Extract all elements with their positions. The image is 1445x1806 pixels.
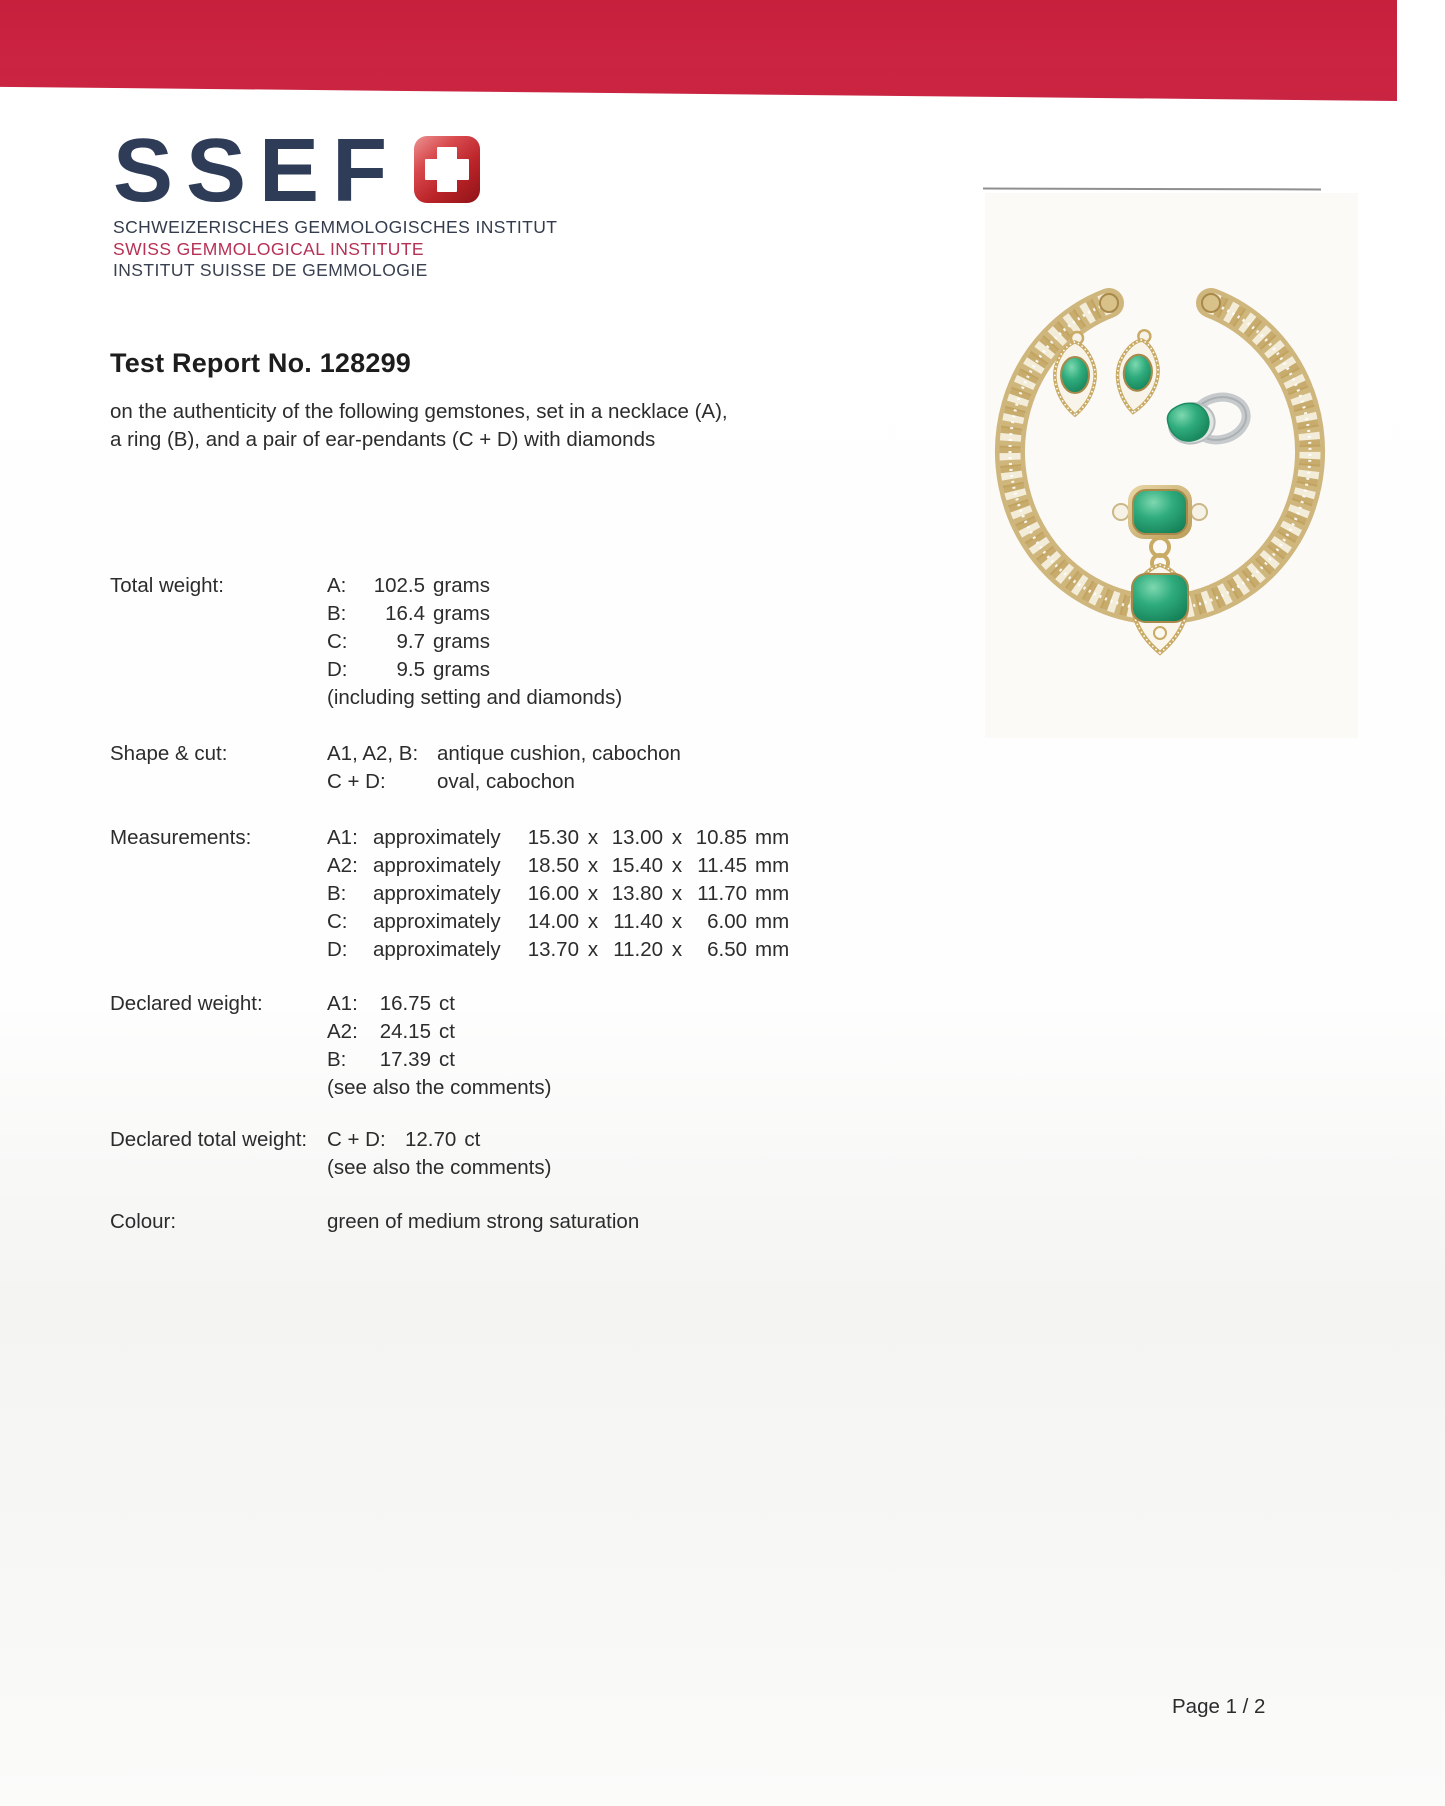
approx-label: approximately bbox=[373, 882, 501, 905]
item-unit: mm bbox=[755, 854, 790, 877]
declared-total-weight-note: (see also the comments) bbox=[327, 1156, 552, 1179]
item-unit: grams bbox=[433, 630, 490, 653]
item-key: C + D: bbox=[327, 770, 386, 793]
dim-1: 15.30 bbox=[527, 826, 579, 849]
item-key: C + D: bbox=[327, 1128, 386, 1151]
item-key: A1: bbox=[327, 826, 358, 849]
report-title: Test Report No. 128299 bbox=[110, 348, 412, 378]
field-colour bbox=[110, 1208, 639, 1236]
approx-label: approximately bbox=[373, 938, 501, 961]
item-key: D: bbox=[327, 658, 348, 681]
ring-illustration bbox=[1164, 390, 1250, 451]
item-key: A2: bbox=[327, 854, 358, 877]
total-weight-row bbox=[327, 600, 622, 628]
item-key: C: bbox=[327, 910, 348, 933]
item-value: 12.70 bbox=[405, 1128, 457, 1151]
institute-name-french: INSTITUT SUISSE DE GEMMOLOGIE bbox=[113, 260, 428, 281]
field-label-total-weight: Total weight: bbox=[110, 574, 224, 597]
colour-value: green of medium strong saturation bbox=[327, 1210, 640, 1233]
dim-2: 15.40 bbox=[611, 854, 663, 877]
institute-names bbox=[113, 217, 557, 282]
necklace-illustration bbox=[1010, 294, 1310, 610]
top-red-banner bbox=[0, 0, 1397, 101]
shape-cut-row bbox=[327, 740, 681, 768]
field-label-measurements: Measurements: bbox=[110, 826, 252, 849]
dim-separator: x bbox=[587, 882, 599, 905]
item-key: A2: bbox=[327, 1020, 358, 1043]
institute-name-german: SCHWEIZERISCHES GEMMOLOGISCHES INSTITUT bbox=[113, 217, 558, 238]
report-intro-line2: a ring (B), and a pair of ear-pendants (C + D) with diamonds bbox=[110, 427, 656, 451]
measurement-row bbox=[327, 852, 789, 880]
item-value: 16.4 bbox=[385, 602, 425, 625]
pendant-illustration bbox=[1132, 565, 1188, 653]
field-shape-cut bbox=[110, 740, 681, 796]
dim-separator: x bbox=[671, 826, 683, 849]
field-declared-total-weight bbox=[110, 1126, 551, 1182]
declared-weight-row bbox=[327, 1018, 551, 1046]
field-values-measurements bbox=[327, 824, 789, 964]
jewelry-illustration bbox=[985, 193, 1358, 738]
dim-3: 6.50 bbox=[707, 938, 747, 961]
report-intro bbox=[110, 398, 728, 453]
item-key: A1: bbox=[327, 992, 358, 1015]
approx-label: approximately bbox=[373, 826, 501, 849]
dim-separator: x bbox=[587, 938, 599, 961]
item-unit: mm bbox=[755, 882, 790, 905]
dim-separator: x bbox=[587, 826, 599, 849]
item-key: B: bbox=[327, 602, 347, 625]
field-label-colour: Colour: bbox=[110, 1210, 177, 1233]
dim-2: 13.00 bbox=[611, 826, 663, 849]
measurement-row bbox=[327, 936, 789, 964]
report-intro-line1: on the authenticity of the following gemstones, set in a necklace (A), bbox=[110, 400, 728, 423]
dim-1: 13.70 bbox=[527, 938, 579, 961]
item-key: A1, A2, B: bbox=[327, 742, 419, 765]
photo-top-rule bbox=[983, 188, 1321, 191]
measurement-row bbox=[327, 824, 789, 852]
dim-3: 6.00 bbox=[707, 910, 747, 933]
field-label-declared-total-weight: Declared total weight: bbox=[110, 1128, 308, 1151]
dim-2: 11.20 bbox=[613, 938, 663, 961]
field-label-declared-weight: Declared weight: bbox=[110, 992, 263, 1015]
total-weight-row bbox=[327, 572, 622, 600]
item-key: C: bbox=[327, 630, 348, 653]
measurement-row bbox=[327, 880, 789, 908]
dim-separator: x bbox=[587, 854, 599, 877]
dim-separator: x bbox=[587, 910, 599, 933]
item-unit: mm bbox=[755, 910, 790, 933]
total-weight-row bbox=[327, 656, 622, 684]
item-value: 9.5 bbox=[396, 658, 425, 681]
item-unit: mm bbox=[755, 938, 790, 961]
item-unit: grams bbox=[433, 602, 490, 625]
declared-weight-row bbox=[327, 1046, 551, 1074]
shape-cut-row bbox=[327, 768, 681, 796]
item-value: oval, cabochon bbox=[437, 770, 575, 793]
field-declared-weight bbox=[110, 990, 551, 1102]
item-unit: ct bbox=[439, 1020, 455, 1043]
dim-3: 11.45 bbox=[697, 854, 747, 877]
jewelry-photo bbox=[985, 193, 1358, 738]
dim-3: 11.70 bbox=[697, 882, 747, 905]
dim-1: 14.00 bbox=[527, 910, 579, 933]
necklace-centerpiece-illustration bbox=[1113, 485, 1207, 571]
measurement-row bbox=[327, 908, 789, 936]
ssef-logo bbox=[113, 118, 557, 282]
field-values-declared-total-weight bbox=[327, 1126, 551, 1182]
field-values-total-weight bbox=[327, 572, 622, 712]
item-value: 24.15 bbox=[379, 1020, 431, 1043]
item-unit: grams bbox=[433, 658, 490, 681]
item-value: 17.39 bbox=[379, 1048, 431, 1071]
declared-weight-row bbox=[327, 990, 551, 1018]
field-values-colour bbox=[327, 1208, 639, 1236]
item-value: 9.7 bbox=[396, 630, 425, 653]
dim-2: 13.80 bbox=[611, 882, 663, 905]
field-total-weight bbox=[110, 572, 622, 712]
declared-total-weight-row bbox=[327, 1126, 551, 1154]
dim-1: 16.00 bbox=[527, 882, 579, 905]
item-unit: mm bbox=[755, 826, 790, 849]
item-unit: ct bbox=[464, 1128, 481, 1151]
item-key: A: bbox=[327, 574, 347, 597]
page-number: Page 1 / 2 bbox=[1172, 1695, 1266, 1718]
dim-1: 18.50 bbox=[527, 854, 579, 877]
item-unit: ct bbox=[439, 992, 455, 1015]
item-key: B: bbox=[327, 1048, 347, 1071]
item-unit: ct bbox=[439, 1048, 455, 1071]
field-label-shape-cut: Shape & cut: bbox=[110, 742, 228, 765]
declared-weight-note: (see also the comments) bbox=[327, 1076, 552, 1099]
dim-separator: x bbox=[671, 882, 683, 905]
total-weight-row bbox=[327, 628, 622, 656]
approx-label: approximately bbox=[373, 910, 501, 933]
item-unit: grams bbox=[433, 574, 490, 597]
field-values-declared-weight bbox=[327, 990, 551, 1102]
item-value: antique cushion, cabochon bbox=[437, 742, 681, 765]
field-measurements bbox=[110, 824, 789, 964]
dim-3: 10.85 bbox=[695, 826, 747, 849]
item-key: B: bbox=[327, 882, 347, 905]
item-key: D: bbox=[327, 938, 348, 961]
dim-separator: x bbox=[671, 854, 683, 877]
field-values-shape-cut bbox=[327, 740, 681, 796]
dim-2: 11.40 bbox=[613, 910, 663, 933]
total-weight-note: (including setting and diamonds) bbox=[327, 686, 623, 709]
institute-name-english: SWISS GEMMOLOGICAL INSTITUTE bbox=[113, 238, 424, 259]
ssef-wordmark: SSEF bbox=[113, 121, 401, 221]
ear-pendant-right-illustration bbox=[1113, 328, 1163, 415]
dim-separator: x bbox=[671, 938, 683, 961]
item-value: 102.5 bbox=[373, 574, 425, 597]
item-value: 16.75 bbox=[379, 992, 431, 1015]
dim-separator: x bbox=[671, 910, 683, 933]
approx-label: approximately bbox=[373, 854, 501, 877]
swiss-cross-icon bbox=[414, 136, 480, 203]
